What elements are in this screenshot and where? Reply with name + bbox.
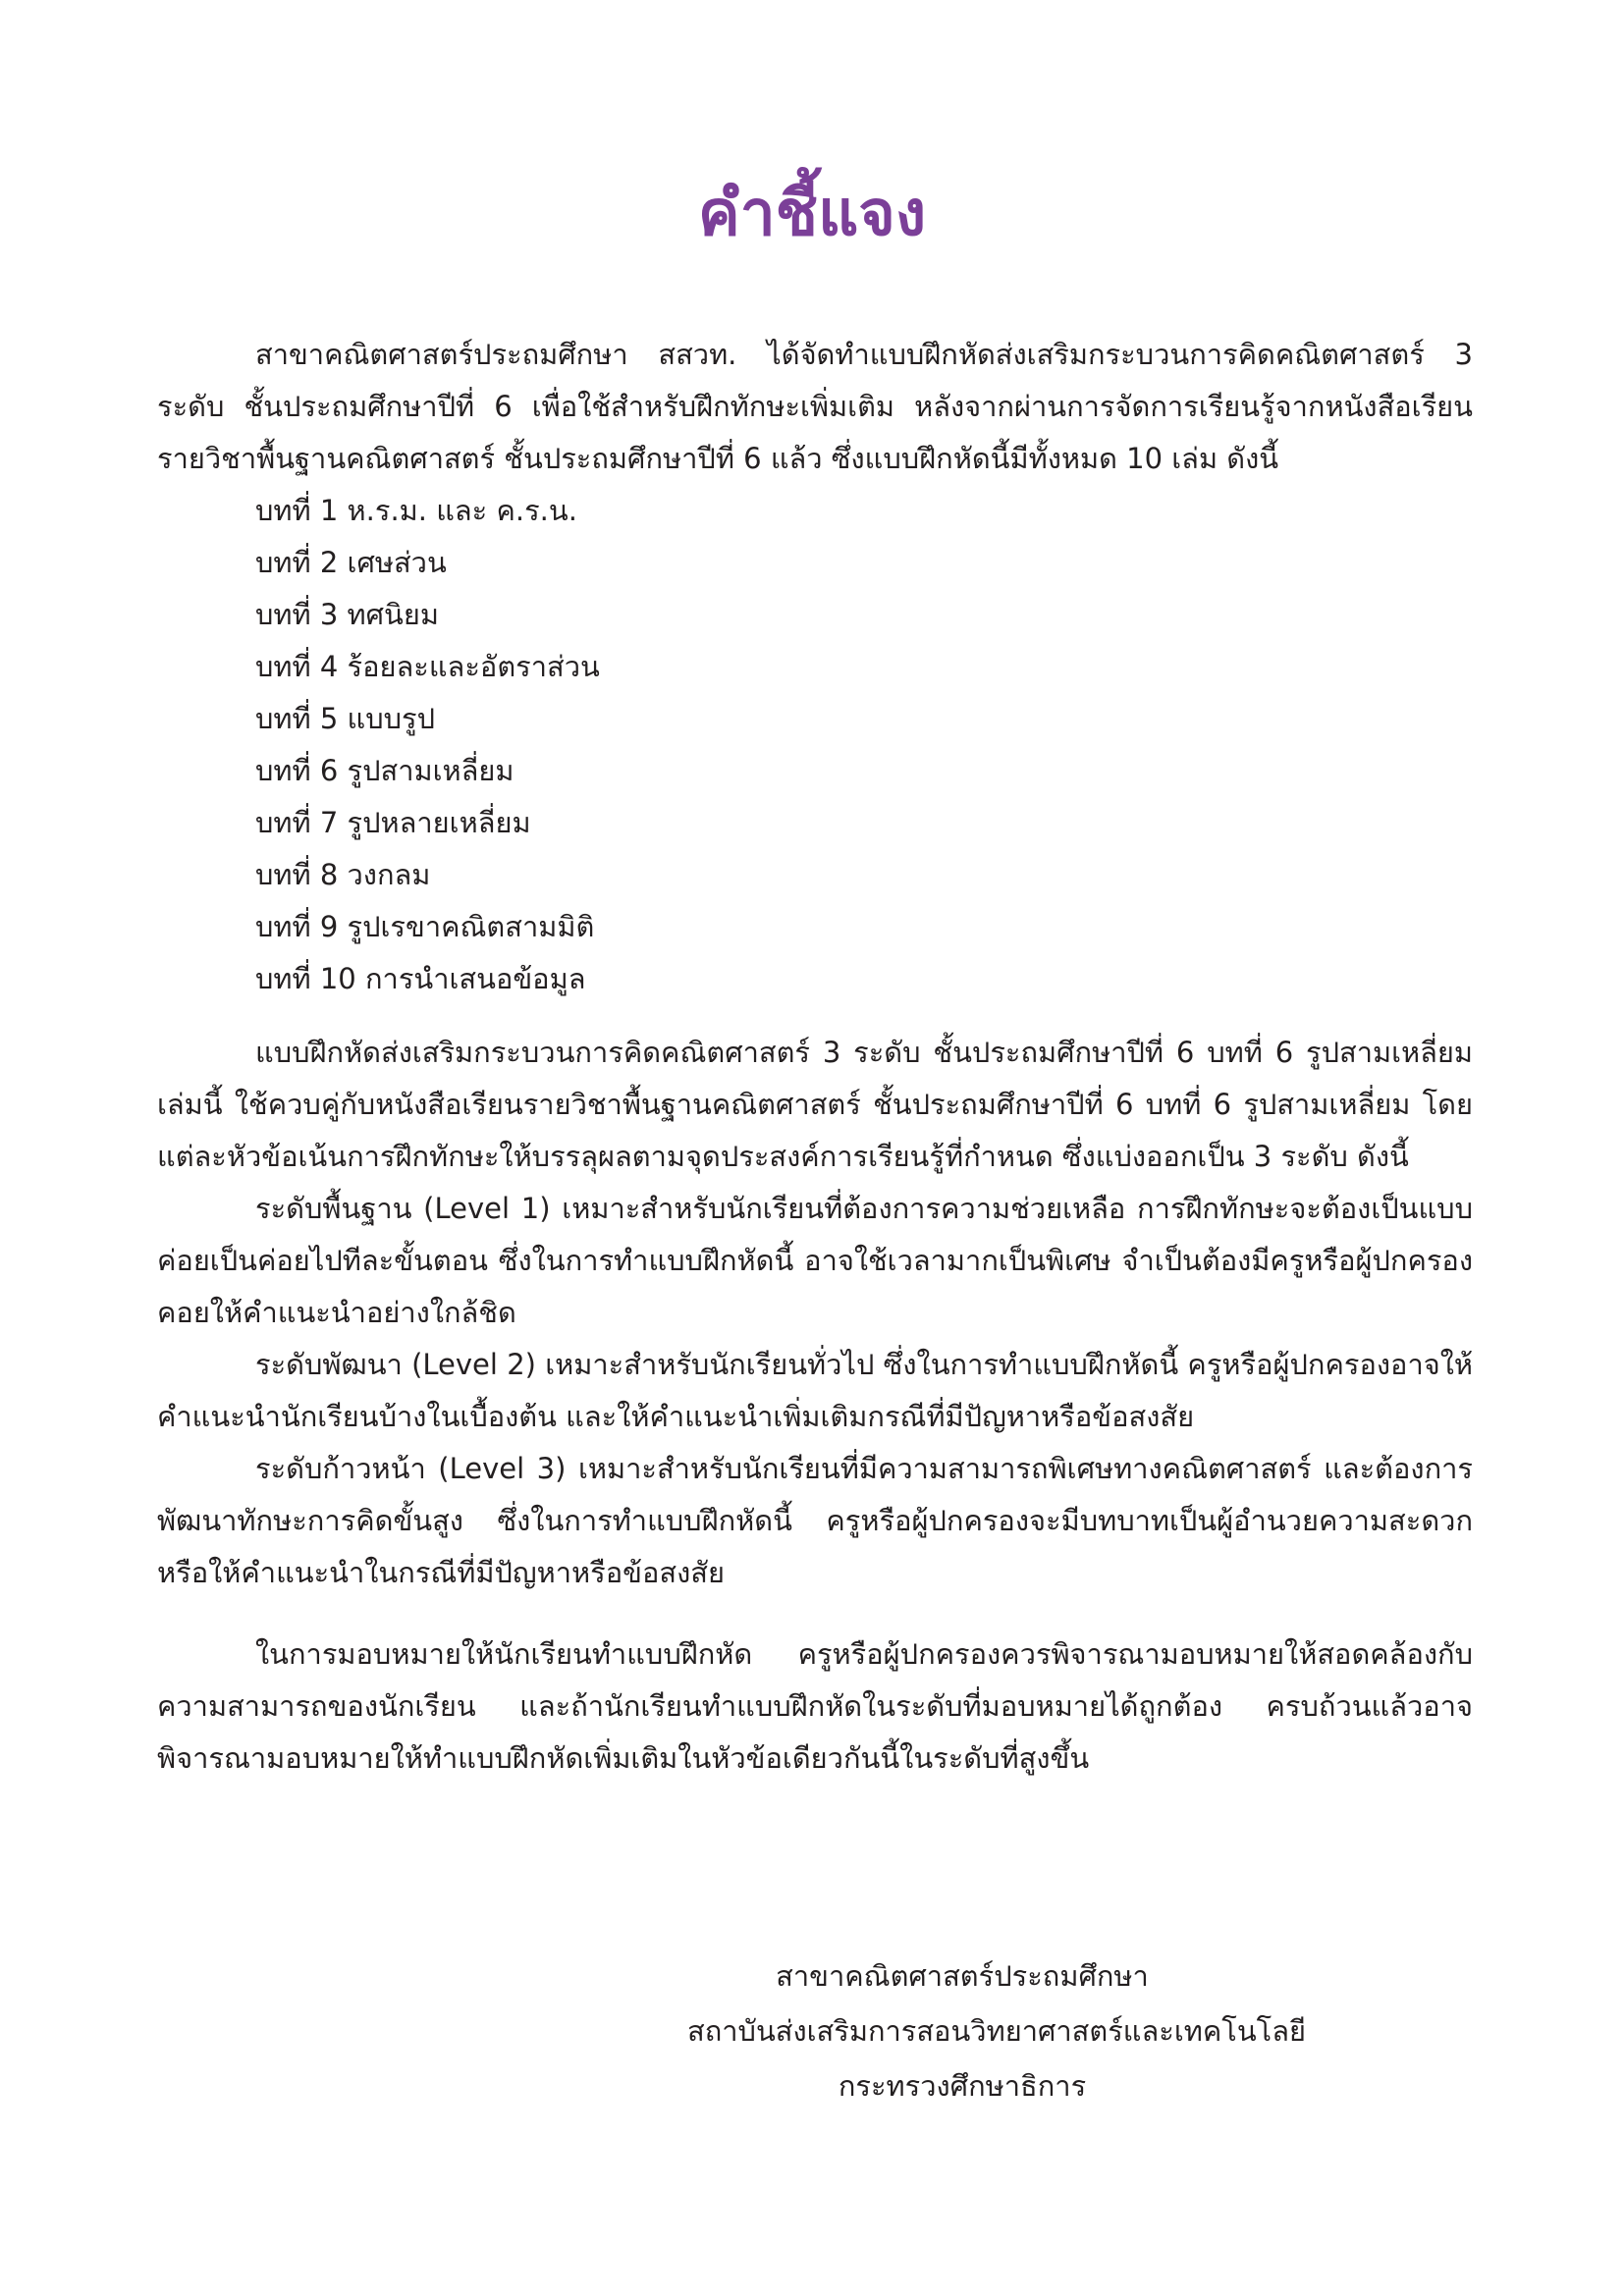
list-item: บทที่ 8 วงกลม [255, 858, 431, 891]
chapter-list [157, 485, 1473, 1005]
level-2-paragraph: ระดับพัฒนา (Level 2) เหมาะสำหรับนักเรียนทั่วไป ซึ่งในการทำแบบฝึกหัดนี้ ครูหรือผู้ปกครองอาจให้คำแนะนำนักเรียนบ้างในเบื้องต้น และให้คำแนะนำเพิ่มเติมกรณีที่มีปัญหาหรือข้อสงสัย [157, 1348, 1473, 1433]
page-title: คำชี้แจง [697, 178, 927, 250]
list-item: บทที่ 2 เศษส่วน [255, 546, 447, 579]
assignment-paragraph: ในการมอบหมายให้นักเรียนทำแบบฝึกหัด ครูหรือผู้ปกครองควรพิจารณามอบหมายให้สอดคล้องกับความสามารถของนักเรียน และถ้านักเรียนทำแบบฝึกหัดในระดับที่มอบหมายได้ถูกต้อง ครบถ้วนแล้วอาจพิจารณามอบหมายให้ทำแบบฝึกหัดเพิ่มเติมในหัวข้อเดียวกันนี้ในระดับที่สูงขึ้น [157, 1637, 1473, 1775]
level-3-paragraph: ระดับก้าวหน้า (Level 3) เหมาะสำหรับนักเรียนที่มีความสามารถพิเศษทางคณิตศาสตร์ และต้องการพัฒนาทักษะการคิดขั้นสูง ซึ่งในการทำแบบฝึกหัดนี้ ครูหรือผู้ปกครองจะมีบทบาทเป็นผู้อำนวยความสะดวกหรือให้คำแนะนำในกรณีที่มีปัญหาหรือข้อสงสัย [157, 1452, 1473, 1589]
list-item: บทที่ 9 รูปเรขาคณิตสามมิติ [255, 910, 595, 943]
level-1-paragraph: ระดับพื้นฐาน (Level 1) เหมาะสำหรับนักเรียนที่ต้องการความช่วยเหลือ การฝึกทักษะจะต้องเป็นแบบค่อยเป็นค่อยไปทีละขั้นตอน ซึ่งในการทำแบบฝึกหัดนี้ อาจใช้เวลามากเป็นพิเศษ จำเป็นต้องมีครูหรือผู้ปกครองคอยให้คำแนะนำอย่างใกล้ชิด [157, 1192, 1473, 1329]
signature-institute: สถาบันส่งเสริมการสอนวิทยาศาสตร์และเทคโนโลยี [687, 2014, 1306, 2048]
list-item: บทที่ 6 รูปสามเหลี่ยม [255, 754, 514, 787]
list-item: บทที่ 4 ร้อยละและอัตราส่วน [255, 650, 600, 683]
list-item: บทที่ 10 การนำเสนอข้อมูล [255, 962, 586, 995]
intro-paragraph: สาขาคณิตศาสตร์ประถมศึกษา สสวท. ได้จัดทำแบบฝึกหัดส่งเสริมกระบวนการคิดคณิตศาสตร์ 3 ระดับ ชั้นประถมศึกษาปีที่ 6 เพื่อใช้สำหรับฝึกทักษะเพิ่มเติม หลังจากผ่านการจัดการเรียนรู้จากหนังสือเรียนรายวิชาพื้นฐานคณิตศาสตร์ ชั้นประถมศึกษาปีที่ 6 แล้ว ซึ่งแบบฝึกหัดนี้มีทั้งหมด 10 เล่ม ดังนี้ [157, 338, 1473, 475]
list-item: บทที่ 3 ทศนิยม [255, 598, 439, 631]
book-description-paragraph: แบบฝึกหัดส่งเสริมกระบวนการคิดคณิตศาสตร์ 3 ระดับ ชั้นประถมศึกษาปีที่ 6 บทที่ 6 รูปสามเหลี่ยม เล่มนี้ ใช้ควบคู่กับหนังสือเรียนรายวิชาพื้นฐานคณิตศาสตร์ ชั้นประถมศึกษาปีที่ 6 บทที่ 6 รูปสามเหลี่ยม โดยแต่ละหัวข้อเน้นการฝึกทักษะให้บรรลุผลตามจุดประสงค์การเรียนรู้ที่กำหนด ซึ่งแบ่งออกเป็น 3 ระดับ ดังนี้ [157, 1036, 1473, 1173]
signature-block [687, 1949, 1306, 2113]
list-item: บทที่ 7 รูปหลายเหลี่ยม [255, 806, 531, 839]
list-item: บทที่ 5 แบบรูป [255, 702, 436, 735]
document-body [157, 329, 1473, 1785]
list-item: บทที่ 1 ห.ร.ม. และ ค.ร.น. [255, 494, 577, 527]
signature-department: สาขาคณิตศาสตร์ประถมศึกษา [776, 1959, 1149, 1993]
signature-ministry: กระทรวงศึกษาธิการ [838, 2069, 1087, 2103]
